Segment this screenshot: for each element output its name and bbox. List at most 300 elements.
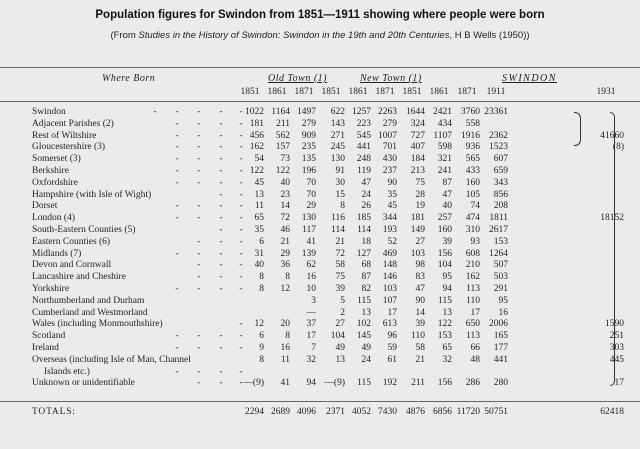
table-cell: 16 [280,343,290,353]
table-cell: 156 [437,248,452,259]
leader-dash: - [219,213,223,224]
table-row [0,225,640,236]
row-label: Scotland [32,331,66,342]
table-cell: 245 [330,142,345,153]
table-cell: 26 [361,201,371,212]
table-cell: 41 [280,378,290,389]
table-cell: 2421 [433,107,452,117]
leader-dash: - [175,118,179,129]
table-cell: 177 [493,343,508,353]
table-cell: 122 [275,166,290,176]
table-cell: 87 [361,272,371,283]
table-cell: 456 [249,130,264,141]
table-cell: 344 [382,213,397,224]
leader-dash: - [197,154,201,165]
table-cell: 2 [340,307,345,318]
table-cell: 115 [357,295,371,306]
table-row [0,331,640,342]
row-label: Devon and Cornwall [32,260,112,271]
table-cell: 565 [465,154,480,165]
row-label: Swindon [32,107,66,117]
table-cell: 13 [442,307,452,318]
table-cell: 727 [410,130,425,141]
table-cell: 8 [285,272,290,283]
table-cell: 104 [330,331,345,342]
total-cell: 4052 [352,407,371,417]
total-1931: 62418 [600,407,624,417]
table-cell: 49 [361,343,371,353]
table-cell: 181 [249,118,264,129]
table-cell: 607 [493,154,508,165]
table-row [0,355,640,366]
row-label: Adjacent Parishes (2) [32,118,114,129]
table-cell: 110 [466,295,480,306]
table-cell: 213 [410,166,425,176]
table-cell: 91 [335,166,345,176]
leader-dash: - [239,272,243,283]
table-row [0,178,640,189]
table-cell: 19 [415,201,425,212]
leader-dash: - [175,166,179,176]
table-cell: — [306,307,316,318]
table-cell: 66 [470,343,480,353]
leader-dash: - [239,177,243,188]
table-cell: 310 [465,225,480,235]
leader-dash: - [175,201,179,212]
leader-dash: - [239,366,243,377]
table-cell: 659 [493,166,508,176]
row-label: South-Eastern Counties (5) [32,225,136,235]
table-cell: 146 [382,272,397,283]
table-cell: 145 [356,331,371,342]
table-row [0,201,640,212]
row-label: Somerset (3) [32,154,81,165]
table-cell: 54 [254,154,264,165]
leader-dash: - [219,118,223,129]
leader-dash: - [197,201,201,212]
table-cell: 40 [254,260,264,271]
cell-1931: 18152 [600,213,624,224]
leader-dash: - [175,331,179,342]
table-cell: 31 [254,248,264,259]
table-cell: 3760 [461,107,480,117]
table-cell: 28 [415,189,425,200]
table-cell: 469 [382,248,397,259]
table-cell: 503 [493,272,508,283]
leader-dash: - [239,284,243,294]
table-cell: 433 [465,166,480,176]
cell-1931: 1590 [605,319,624,330]
table-cell: 143 [330,118,345,129]
table-cell: 94 [306,378,316,389]
leader-dash: - [239,107,243,117]
table-cell: 235 [301,142,316,153]
table-cell: 29 [306,201,316,212]
table-cell: 558 [465,118,480,129]
table-row [0,131,640,142]
table-row [0,142,640,153]
brace-1911-swindon-wilts [574,112,581,146]
table-cell: 110 [411,331,425,342]
swindon-header: SWINDON [502,73,557,84]
table-row [0,249,640,260]
table-cell: 608 [465,248,480,259]
table-cell: 193 [382,225,397,235]
table-cell: 280 [493,378,508,389]
table-cell: 27 [415,236,425,247]
table-cell: 13 [335,354,345,365]
table-cell: 153 [493,236,508,247]
table-cell: 6 [259,331,264,342]
table-cell: 52 [387,236,397,247]
table-row [0,213,640,224]
table-cell: 1107 [433,130,452,141]
table-cell: 507 [493,260,508,271]
year-header: 1871 [294,87,314,97]
table-cell: 441 [493,354,508,365]
table-cell: 39 [415,319,425,330]
leader-dash: - [197,213,201,224]
table-cell: 18 [361,236,371,247]
leader-dash: - [219,260,223,271]
leader-dash: - [239,142,243,153]
table-cell: 208 [493,201,508,212]
table-cell: 2362 [489,130,508,141]
table-cell: 324 [410,118,425,129]
table-cell: 21 [335,236,345,247]
leader-dash: - [219,331,223,342]
table-cell: 130 [301,213,316,224]
table-cell: 75 [415,177,425,188]
table-cell: 8 [285,331,290,342]
leader-dash: - [197,284,201,294]
table-cell: 149 [410,225,425,235]
total-cell: 11720 [456,407,480,417]
row-label: Rest of Wiltshire [32,130,97,141]
leader-dash: - [239,236,243,247]
table-cell: 2617 [489,225,508,235]
table-cell: 1022 [245,107,264,117]
cell-1931: 445 [609,354,624,365]
where-born-header: Where Born [102,73,156,84]
leader-dash: - [239,154,243,165]
table-cell: 23361 [484,107,508,117]
table-cell: 15 [335,189,345,200]
table-cell: 211 [276,118,290,129]
table-cell: 24 [361,354,371,365]
row-label: Eastern Counties (6) [32,236,111,247]
table-cell: 248 [356,154,371,165]
leader-dash: - [197,260,201,271]
table-cell: 37 [306,319,316,330]
table-cell: 113 [466,331,480,342]
table-cell: 3 [311,295,316,306]
table-cell: 103 [410,248,425,259]
table-cell: 35 [387,189,397,200]
table-cell: 24 [361,189,371,200]
table-row [0,260,640,271]
table-cell: 196 [301,166,316,176]
table-cell: 45 [387,201,397,212]
leader-dash: - [239,378,243,389]
leader-dash: - [197,331,201,342]
year-header: 1851 [240,87,260,97]
leader-dash: - [197,366,201,377]
leader-dash: - [175,177,179,188]
table-cell: 119 [357,166,371,176]
table-cell: 11 [280,354,290,365]
table-cell: 343 [493,177,508,188]
table-cell: 192 [382,378,397,389]
year-header: 1911 [486,87,506,97]
table-cell: 650 [465,319,480,330]
row-label: London (4) [32,213,76,224]
table-cell: 165 [493,331,508,342]
leader-dash: - [175,213,179,224]
table-cell: 90 [387,177,397,188]
table-cell: 70 [306,177,316,188]
table-cell: 2006 [489,319,508,330]
table-cell: 65 [442,343,452,353]
table-cell: 27 [335,319,345,330]
table-cell: 21 [415,354,425,365]
total-cell: 4876 [406,407,425,417]
table-row [0,343,640,354]
row-label: Cumberland and Westmorland [32,307,148,318]
cell-1931: 251 [609,331,624,342]
table-cell: 9 [259,343,264,353]
table-row [0,107,640,118]
cell-1931: 303 [609,343,624,353]
table-cell: 58 [415,343,425,353]
table-cell: 160 [465,177,480,188]
table-cell: 49 [335,343,345,353]
leader-dash: - [175,154,179,165]
leader-dash: - [219,378,223,389]
table-cell: 117 [302,225,316,235]
table-cell: 909 [301,130,316,141]
row-label: Wales (including Monmouthshire) [32,319,163,330]
leader-dash: - [219,272,223,283]
table-cell: 1811 [489,213,508,224]
table-cell: 160 [437,225,452,235]
table-cell: 47 [415,284,425,294]
table-row [0,154,640,165]
year-header: 1851 [321,87,341,97]
table-cell: 1007 [378,130,397,141]
leader-dash: - [239,343,243,353]
table-cell: 62 [306,260,316,271]
table-cell: 20 [280,319,290,330]
table-cell: 98 [415,260,425,271]
table-cell: 115 [357,378,371,389]
table-cell: 8 [259,272,264,283]
table-cell: 210 [465,260,480,271]
table-cell: 103 [382,284,397,294]
row-label: Unknown or unidentifiable [32,378,135,389]
leader-dash: - [197,272,201,283]
table-cell: 1523 [489,142,508,153]
table-cell: 90 [415,295,425,306]
table-cell: —(9) [243,378,264,389]
table-cell: 156 [437,378,452,389]
table-cell: 82 [361,284,371,294]
table-cell: 17 [470,307,480,318]
total-cell: 2294 [245,407,264,417]
table-cell: 162 [249,142,264,153]
table-cell: 13 [361,307,371,318]
row-label: Ireland [32,343,59,353]
page-title: Population figures for Swindon from 1851—1911 showing where people were born [95,9,545,21]
table-cell: 17 [306,331,316,342]
table-cell: 184 [410,154,425,165]
table-cell: 16 [498,307,508,318]
table-cell: 14 [415,307,425,318]
table-cell: 562 [275,130,290,141]
table-cell: 75 [335,272,345,283]
table-row [0,272,640,283]
leader-dash: - [239,225,243,235]
table-cell: 46 [280,225,290,235]
table-cell: 613 [382,319,397,330]
table-cell: 127 [356,248,371,259]
table-cell: 12 [254,319,264,330]
row-label: Gloucestershire (3) [32,142,106,153]
table-cell: 291 [493,284,508,294]
table-cell: 114 [331,225,345,235]
new-town-header: New Town (1) [360,73,422,84]
table-cell: 474 [465,213,480,224]
cell-1931: (8) [612,142,624,153]
table-cell: 1916 [461,130,480,141]
totals-label: TOTALS: [32,407,76,417]
table-cell: 96 [387,331,397,342]
table-cell: 39 [335,284,345,294]
table-cell: 1264 [489,248,508,259]
row-label: Lancashire and Cheshire [32,272,126,283]
leader-dash: - [219,130,223,141]
row-label: Dorset [32,201,58,212]
table-cell: 58 [335,260,345,271]
table-cell: 8 [259,354,264,365]
table-cell: 29 [280,248,290,259]
leader-dash: - [219,189,223,200]
table-row [0,378,640,389]
table-cell: 32 [306,354,316,365]
table-cell: 30 [335,177,345,188]
year-header: 1861 [348,87,368,97]
year-header: 1871 [375,87,395,97]
table-cell: 35 [254,225,264,235]
table-cell: 47 [361,177,371,188]
table-cell: 70 [306,189,316,200]
header-rule [0,101,640,102]
year-header: 1861 [429,87,449,97]
table-cell: 94 [442,284,452,294]
table-cell: 162 [465,272,480,283]
leader-dash: - [219,225,223,235]
table-cell: 116 [331,213,345,224]
leader-dash: - [197,130,201,141]
source-citation: (From Studies in the History of Swindon: Swindon in the 19th and 20th Centuries, H B Wells (1950)) [110,30,530,41]
leader-dash: - [175,130,179,141]
leader-dash: - [219,177,223,188]
table-cell: 40 [280,177,290,188]
leader-dash: - [175,343,179,353]
table-cell: 7 [311,343,316,353]
table-row [0,319,640,330]
year-header: 1931 [596,87,616,97]
table-cell: 1497 [297,107,316,117]
table-cell: 185 [356,213,371,224]
table-row [0,284,640,295]
leader-dash: - [239,189,243,200]
table-cell: 65 [254,213,264,224]
table-cell: 139 [301,248,316,259]
table-cell: 130 [330,154,345,165]
leader-dash: - [219,343,223,353]
old-town-header: Old Town (1) [268,73,327,84]
leader-dash: - [197,118,201,129]
total-cell: 2689 [271,407,290,417]
table-cell: 936 [465,142,480,153]
leader-dash: - [239,201,243,212]
table-cell: 237 [382,166,397,176]
leader-dash: - [197,248,201,259]
table-cell: 8 [340,201,345,212]
leader-dash: - [197,166,201,176]
table-cell: 13 [254,189,264,200]
table-cell: 95 [442,272,452,283]
table-cell: 223 [356,118,371,129]
table-cell: 241 [437,166,452,176]
table-cell: 87 [442,177,452,188]
table-cell: 72 [335,248,345,259]
row-label: Oxfordshire [32,177,78,188]
table-cell: 93 [470,236,480,247]
table-cell: 407 [410,142,425,153]
leader-dash: - [219,166,223,176]
leader-dash: - [239,130,243,141]
table-cell: 157 [275,142,290,153]
table-cell: 10 [306,284,316,294]
table-cell: 441 [356,142,371,153]
cell-1931: 17 [614,378,624,389]
table-cell: 12 [280,284,290,294]
table-cell: 271 [330,130,345,141]
table-cell: 14 [280,201,290,212]
table-cell: 545 [356,130,371,141]
table-cell: 105 [465,189,480,200]
table-cell: 40 [442,201,452,212]
table-cell: 32 [442,354,452,365]
table-cell: 1164 [271,107,290,117]
total-cell: 4096 [297,407,316,417]
table-cell: —(9) [324,378,345,389]
table-cell: 95 [498,295,508,306]
table-row [0,296,640,307]
table-cell: 11 [254,201,264,212]
table-cell: 122 [249,166,264,176]
leader-dash: - [239,118,243,129]
leader-dash: - [219,154,223,165]
table-cell: 48 [470,354,480,365]
leader-dash: - [219,201,223,212]
brace-1931 [610,112,615,386]
table-cell: 2263 [378,107,397,117]
leader-dash: - [197,343,201,353]
table-cell: 61 [387,354,397,365]
